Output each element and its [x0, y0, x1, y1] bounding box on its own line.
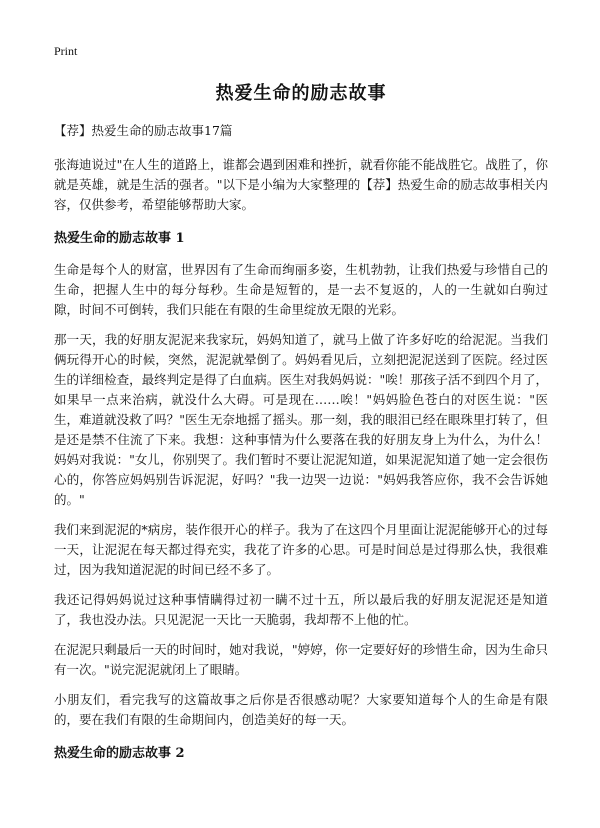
story-paragraph-1: 生命是每个人的财富，世界因有了生命而绚丽多姿，生机勃勃，让我们热爱与珍惜自己的生命，把握人生中的每分每秒。生命是短暂的，是一去不复返的，人的一生就如白驹过隙，时间不可倒转，我们只能在有限的生命里绽放无限的光彩。	[54, 262, 548, 317]
section-heading-1: 热爱生命的励志故事 1	[54, 231, 185, 246]
print-link[interactable]: Print	[54, 44, 78, 58]
story-paragraph-3: 我们来到泥泥的*病房，装作很开心的样子。我为了在这四个月里面让泥泥能够开心的过每一天，让泥泥在每天都过得充实，我花了许多的心思。可是时间总是过得那么快，我很难过，因为我知道泥泥的时间已经不多了。	[54, 522, 548, 577]
intro-paragraph: 张海迪说过"在人生的道路上，谁都会遇到困难和挫折，就看你能不能战胜它。战胜了，你就是英雄，就是生活的强者。"以下是小编为大家整理的【荐】热爱生命的励志故事相关内容，仅供参考，希望能够帮助大家。	[54, 157, 548, 212]
story-paragraph-5: 在泥泥只剩最后一天的时间时，她对我说，"婷婷，你一定要好好的珍惜生命，因为生命只有一次。"说完泥泥就闭上了眼睛。	[54, 642, 548, 677]
story-paragraph-6: 小朋友们，看完我写的这篇故事之后你是否很感动呢？大家要知道每个人的生命是有限的，要在我们有限的生命期间内，创造美好的每一天。	[54, 692, 548, 727]
story-paragraph-2: 那一天，我的好朋友泥泥来我家玩，妈妈知道了，就马上做了许多好吃的给泥泥。当我们俩玩得开心的时候，突然，泥泥就晕倒了。妈妈看见后，立刻把泥泥送到了医院。经过医生的详细检查，最终判定是得了白血病。医生对我妈妈说："唉！那孩子活不到四个月了，如果早一点来治病，就没什么大碍。可是现在……唉！"妈妈脸色苍白的对医生说："医生，难道就没救了吗？"医生无奈地摇了摇头。那一刻，我的眼泪已经在眼珠里打转了，但是还是禁不住流了下来。我想：这种事情为什么要落在我的好朋友身上为什么，为什么！妈妈对我说："女儿，你别哭了。我们暂时不要让泥泥知道，如果泥泥知道了她一定会很伤心的，你答应妈妈别告诉泥泥，好吗？"我一边哭一边说："妈妈我答应你，我不会告诉她的。"	[54, 332, 548, 507]
story-paragraph-4: 我还记得妈妈说过这种事情瞒得过初一瞒不过十五，所以最后我的好朋友泥泥还是知道了，我也没办法。只见泥泥一天比一天脆弱，我却帮不上他的忙。	[54, 592, 548, 627]
section-heading-2: 热爱生命的励志故事 2	[54, 746, 185, 761]
page-title: 热爱生命的励志故事	[215, 83, 387, 104]
article-subtitle: 【荐】热爱生命的励志故事17篇	[54, 123, 233, 138]
